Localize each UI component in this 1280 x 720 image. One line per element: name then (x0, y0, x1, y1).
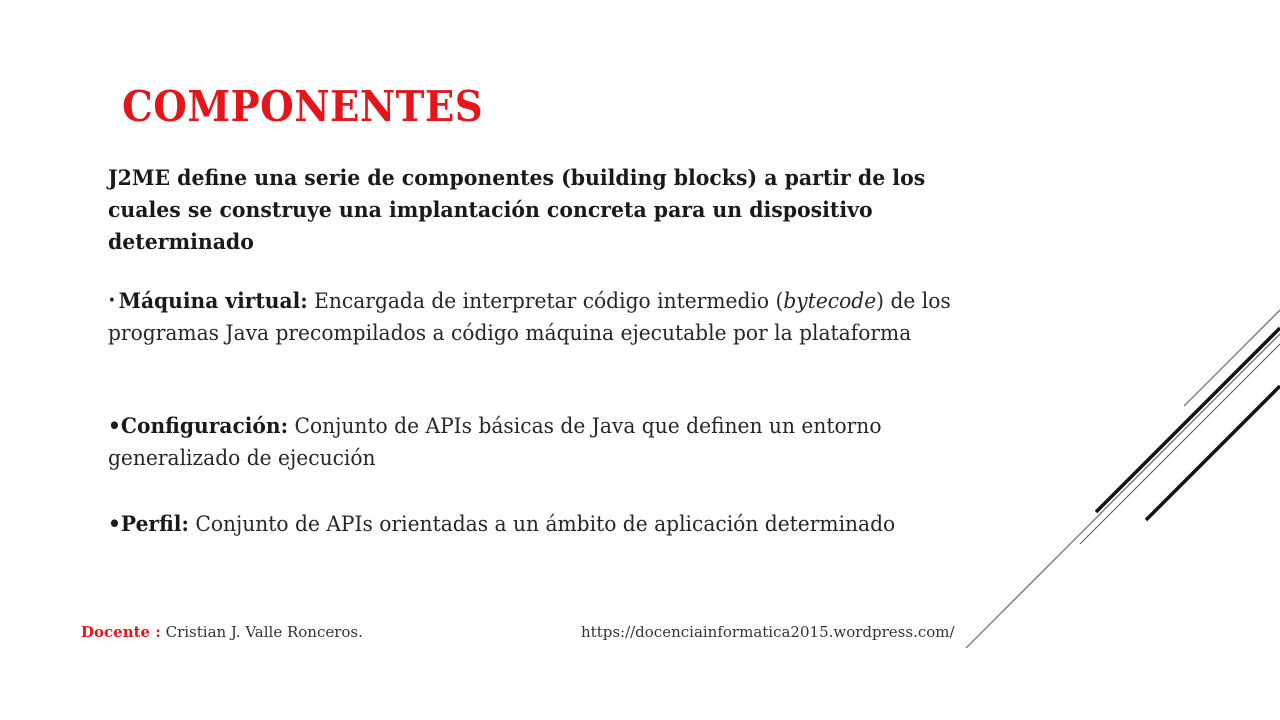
footer-author (81, 623, 363, 641)
item-text-continued: ) de los programas Java precompilados a código máquina ejecutable por la plataforma (108, 289, 951, 346)
page-title: COMPONENTES (122, 82, 484, 131)
item-italic-text: bytecode (783, 289, 877, 314)
list-item-perfil (108, 509, 954, 541)
deco-line-thick-2 (1146, 386, 1280, 520)
item-text: Conjunto de APIs básicas de Java que definen un entorno generalizado de ejecución (108, 414, 882, 471)
bullet-icon: • (108, 414, 121, 439)
term-label: Configuración: (120, 414, 289, 439)
deco-line-thin-3 (966, 334, 1280, 648)
footer-url: https://docenciainformatica2015.wordpress.com/ (581, 623, 955, 641)
bullet-icon: • (108, 293, 116, 309)
footer-author-name: Cristian J. Valle Ronceros. (160, 623, 363, 641)
item-text: Conjunto de APIs orientadas a un ámbito de aplicación determinado (188, 512, 896, 537)
deco-line-thin-2 (1080, 344, 1280, 544)
footer-role-label: Docente : (81, 623, 161, 641)
bullet-icon: • (108, 512, 121, 537)
list-item-maquina-virtual (108, 285, 954, 350)
intro-text: J2ME define una serie de componentes (building blocks) a partir de los cuales se construye una implantación concreta para un dispositivo determinado (108, 166, 926, 255)
term-label: Perfil: (120, 512, 189, 537)
deco-line-thick-1 (1096, 328, 1280, 512)
list-item-configuracion (108, 411, 954, 475)
item-text: Encargada de interpretar código intermedio ( (307, 289, 784, 314)
term-label: Máquina virtual: (118, 289, 308, 314)
